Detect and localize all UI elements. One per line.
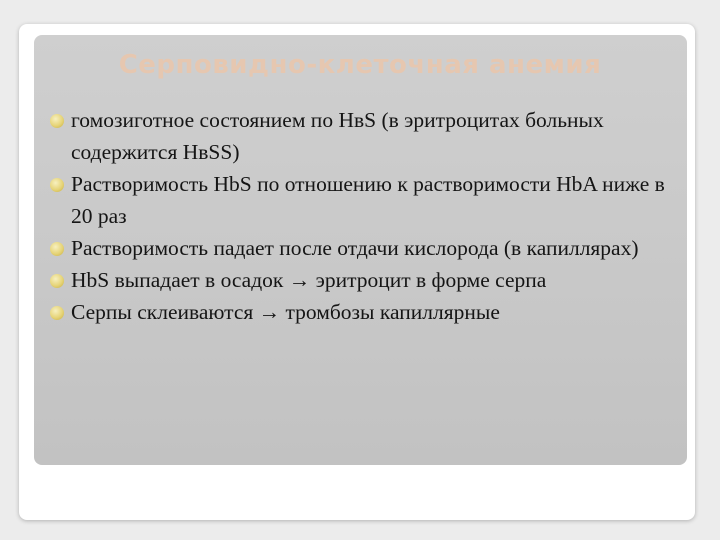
bullet-list (50, 104, 680, 328)
bullet-dot-icon (50, 306, 64, 320)
bullet-item (50, 168, 680, 232)
bullet-item (50, 264, 680, 296)
bullet-dot-icon (50, 274, 64, 288)
bullet-text: Растворимость падает после отдачи кислорода (в капиллярах) (71, 236, 639, 260)
bullet-item (50, 232, 680, 264)
slide-title: Серповидно-клеточная анемия (118, 50, 602, 80)
bullet-dot-icon (50, 114, 64, 128)
bullet-item (50, 296, 680, 328)
bullet-item (50, 104, 680, 168)
bullet-text: Растворимость HbS по отношению к растворимости HbA ниже в 20 раз (71, 172, 665, 228)
bullet-text: гомозиготное состоянием по НвS (в эритроцитах больных содержится НвSS) (71, 108, 604, 164)
bullet-dot-icon (50, 242, 64, 256)
bullet-text: HbS выпадает в осадок → эритроцит в форме серпа (71, 268, 547, 292)
bullet-text: Серпы склеиваются → тромбозы капиллярные (71, 300, 500, 324)
bullet-dot-icon (50, 178, 64, 192)
